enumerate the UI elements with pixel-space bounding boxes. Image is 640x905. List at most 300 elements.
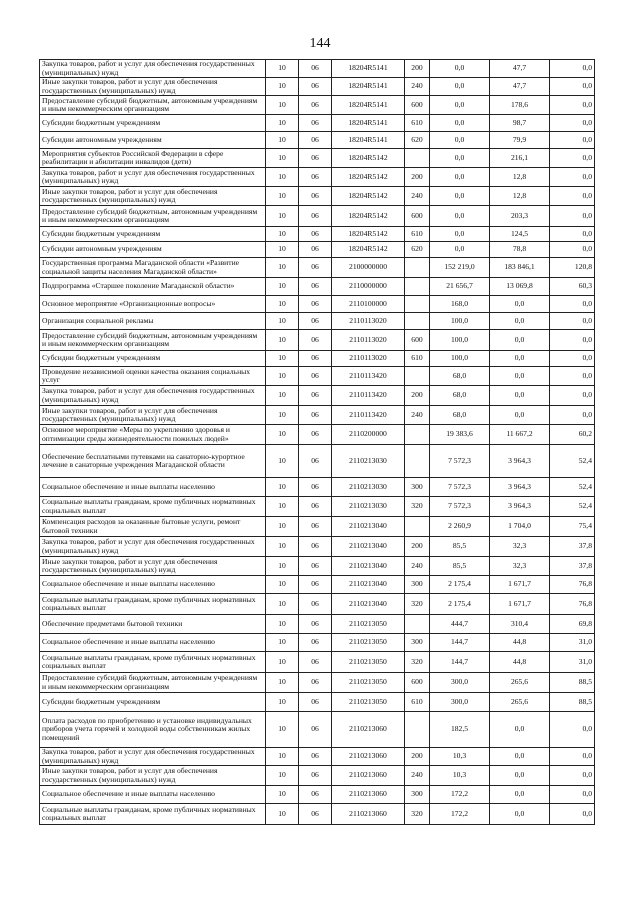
row-plan: 2 175,4 xyxy=(430,576,490,594)
row-plan: 7 572,3 xyxy=(430,478,490,497)
row-expense-type: 200 xyxy=(405,748,430,766)
row-name: Субсидии бюджетным учреждениям xyxy=(40,227,266,242)
row-executed: 216,1 xyxy=(490,149,550,168)
row-subsection: 06 xyxy=(299,786,332,804)
row-expense-type: 320 xyxy=(405,497,430,517)
row-subsection: 06 xyxy=(299,242,332,258)
row-subsection: 06 xyxy=(299,406,332,425)
row-expense-type: 600 xyxy=(405,330,430,351)
table-row xyxy=(40,258,595,278)
row-percent: 0,0 xyxy=(550,296,595,313)
row-subsection: 06 xyxy=(299,60,332,78)
row-target-article: 18204R5142 xyxy=(332,242,405,258)
row-plan: 7 572,3 xyxy=(430,445,490,478)
row-target-article: 2110113420 xyxy=(332,406,405,425)
row-section: 10 xyxy=(266,149,299,168)
row-percent: 37,8 xyxy=(550,557,595,576)
row-percent: 37,8 xyxy=(550,537,595,557)
row-expense-type: 610 xyxy=(405,115,430,132)
row-subsection: 06 xyxy=(299,652,332,673)
row-percent: 0,0 xyxy=(550,242,595,258)
row-target-article: 18204R5141 xyxy=(332,60,405,78)
row-target-article: 2110213060 xyxy=(332,748,405,766)
row-name: Организация социальной рекламы xyxy=(40,313,266,330)
row-percent: 120,8 xyxy=(550,258,595,278)
page-number: 144 xyxy=(309,36,331,51)
row-expense-type: 200 xyxy=(405,386,430,406)
table-row xyxy=(40,242,595,258)
table-row xyxy=(40,386,595,406)
row-percent: 0,0 xyxy=(550,748,595,766)
row-plan: 444,7 xyxy=(430,615,490,634)
row-executed: 0,0 xyxy=(490,406,550,425)
row-target-article: 2110100000 xyxy=(332,296,405,313)
row-plan: 85,5 xyxy=(430,557,490,576)
table-row xyxy=(40,425,595,445)
row-section: 10 xyxy=(266,351,299,367)
row-target-article: 2110213040 xyxy=(332,576,405,594)
row-percent: 0,0 xyxy=(550,786,595,804)
row-percent: 0,0 xyxy=(550,206,595,227)
row-executed: 124,5 xyxy=(490,227,550,242)
row-section: 10 xyxy=(266,386,299,406)
row-section: 10 xyxy=(266,330,299,351)
row-percent: 60,2 xyxy=(550,425,595,445)
row-name: Проведение независимой оценки качества оказания социальных услуг xyxy=(40,367,266,386)
row-target-article: 18204R5141 xyxy=(332,78,405,96)
row-subsection: 06 xyxy=(299,804,332,825)
row-percent: 31,0 xyxy=(550,634,595,652)
row-executed: 1 704,0 xyxy=(490,517,550,537)
row-section: 10 xyxy=(266,576,299,594)
row-expense-type: 620 xyxy=(405,132,430,149)
row-subsection: 06 xyxy=(299,634,332,652)
row-target-article: 18204R5142 xyxy=(332,206,405,227)
row-executed: 0,0 xyxy=(490,786,550,804)
row-percent: 0,0 xyxy=(550,386,595,406)
row-percent: 0,0 xyxy=(550,78,595,96)
row-executed: 98,7 xyxy=(490,115,550,132)
table-row xyxy=(40,60,595,78)
row-subsection: 06 xyxy=(299,330,332,351)
row-percent: 88,5 xyxy=(550,693,595,712)
row-section: 10 xyxy=(266,242,299,258)
table-row xyxy=(40,132,595,149)
row-name: Иные закупки товаров, работ и услуг для обеспечения государственных (муниципальных) нужд xyxy=(40,766,266,786)
row-plan: 10,3 xyxy=(430,748,490,766)
row-plan: 182,5 xyxy=(430,712,490,748)
row-percent: 0,0 xyxy=(550,804,595,825)
table-row xyxy=(40,748,595,766)
row-target-article: 2110213060 xyxy=(332,786,405,804)
row-target-article: 18204R5141 xyxy=(332,115,405,132)
row-plan: 172,2 xyxy=(430,786,490,804)
row-executed: 3 964,3 xyxy=(490,478,550,497)
table-row xyxy=(40,406,595,425)
row-name: Закупка товаров, работ и услуг для обеспечения государственных (муниципальных) нужд xyxy=(40,168,266,187)
row-name: Оплата расходов по приобретению и установке индивидуальных приборов учета горячей и холодной воды собственникам жилых помещений xyxy=(40,712,266,748)
row-target-article: 2110213050 xyxy=(332,634,405,652)
row-expense-type: 240 xyxy=(405,187,430,206)
row-percent: 31,0 xyxy=(550,652,595,673)
row-subsection: 06 xyxy=(299,748,332,766)
row-name: Компенсация расходов за оказанные бытовые услуги, ремонт бытовой техники xyxy=(40,517,266,537)
row-name: Субсидии автономным учреждениям xyxy=(40,242,266,258)
row-name: Социальное обеспечение и иные выплаты населению xyxy=(40,634,266,652)
row-expense-type: 240 xyxy=(405,766,430,786)
row-target-article: 18204R5142 xyxy=(332,149,405,168)
row-subsection: 06 xyxy=(299,425,332,445)
row-subsection: 06 xyxy=(299,258,332,278)
row-section: 10 xyxy=(266,497,299,517)
row-expense-type xyxy=(405,313,430,330)
row-target-article: 2110213050 xyxy=(332,652,405,673)
row-executed: 310,4 xyxy=(490,615,550,634)
row-executed: 178,6 xyxy=(490,96,550,115)
row-section: 10 xyxy=(266,132,299,149)
table-row xyxy=(40,557,595,576)
row-subsection: 06 xyxy=(299,594,332,615)
row-plan: 100,0 xyxy=(430,313,490,330)
row-section: 10 xyxy=(266,537,299,557)
row-name: Подпрограмма «Старшее поколение Магаданской области» xyxy=(40,278,266,296)
row-name: Иные закупки товаров, работ и услуг для обеспечения государственных (муниципальных) нужд xyxy=(40,78,266,96)
table-row xyxy=(40,537,595,557)
row-section: 10 xyxy=(266,96,299,115)
row-plan: 85,5 xyxy=(430,537,490,557)
row-percent: 52,4 xyxy=(550,497,595,517)
row-section: 10 xyxy=(266,425,299,445)
row-section: 10 xyxy=(266,594,299,615)
row-section: 10 xyxy=(266,712,299,748)
table-row xyxy=(40,517,595,537)
row-plan: 0,0 xyxy=(430,227,490,242)
table-row xyxy=(40,478,595,497)
budget-table xyxy=(39,59,595,825)
row-subsection: 06 xyxy=(299,557,332,576)
row-name: Социальные выплаты гражданам, кроме публичных нормативных социальных выплат xyxy=(40,497,266,517)
row-subsection: 06 xyxy=(299,386,332,406)
row-subsection: 06 xyxy=(299,278,332,296)
row-expense-type: 200 xyxy=(405,537,430,557)
row-percent: 52,4 xyxy=(550,445,595,478)
row-percent: 76,8 xyxy=(550,576,595,594)
row-subsection: 06 xyxy=(299,537,332,557)
row-executed: 0,0 xyxy=(490,804,550,825)
row-executed: 0,0 xyxy=(490,766,550,786)
row-expense-type: 240 xyxy=(405,78,430,96)
row-section: 10 xyxy=(266,766,299,786)
row-percent: 88,5 xyxy=(550,673,595,693)
row-target-article: 2110213040 xyxy=(332,537,405,557)
row-subsection: 06 xyxy=(299,296,332,313)
row-percent: 0,0 xyxy=(550,313,595,330)
row-executed: 203,3 xyxy=(490,206,550,227)
row-percent: 0,0 xyxy=(550,60,595,78)
row-percent: 0,0 xyxy=(550,96,595,115)
row-subsection: 06 xyxy=(299,149,332,168)
row-target-article: 2110213060 xyxy=(332,766,405,786)
row-executed: 183 846,1 xyxy=(490,258,550,278)
row-section: 10 xyxy=(266,278,299,296)
row-executed: 1 671,7 xyxy=(490,594,550,615)
row-name: Государственная программа Магаданской области «Развитие социальной защиты населения Магаданской области» xyxy=(40,258,266,278)
table-row xyxy=(40,615,595,634)
table-row xyxy=(40,786,595,804)
table-row xyxy=(40,766,595,786)
row-percent: 0,0 xyxy=(550,115,595,132)
row-plan: 0,0 xyxy=(430,187,490,206)
row-name: Субсидии бюджетным учреждениям xyxy=(40,351,266,367)
row-expense-type: 320 xyxy=(405,804,430,825)
row-name: Социальное обеспечение и иные выплаты населению xyxy=(40,576,266,594)
row-plan: 21 656,7 xyxy=(430,278,490,296)
row-subsection: 06 xyxy=(299,712,332,748)
table-row xyxy=(40,634,595,652)
row-plan: 300,0 xyxy=(430,673,490,693)
row-plan: 100,0 xyxy=(430,351,490,367)
row-expense-type xyxy=(405,278,430,296)
row-expense-type: 610 xyxy=(405,351,430,367)
row-expense-type: 610 xyxy=(405,227,430,242)
row-name: Предоставление субсидий бюджетным, автономным учреждениям и иным некоммерческим организациям xyxy=(40,96,266,115)
row-expense-type: 200 xyxy=(405,60,430,78)
row-percent: 0,0 xyxy=(550,227,595,242)
row-target-article: 18204R5142 xyxy=(332,168,405,187)
table-row xyxy=(40,187,595,206)
row-expense-type xyxy=(405,615,430,634)
row-section: 10 xyxy=(266,652,299,673)
row-target-article: 2110213030 xyxy=(332,497,405,517)
row-subsection: 06 xyxy=(299,615,332,634)
row-plan: 10,3 xyxy=(430,766,490,786)
row-expense-type: 320 xyxy=(405,652,430,673)
row-subsection: 06 xyxy=(299,693,332,712)
row-name: Социальное обеспечение и иные выплаты населению xyxy=(40,786,266,804)
row-name: Закупка товаров, работ и услуг для обеспечения государственных (муниципальных) нужд xyxy=(40,537,266,557)
row-section: 10 xyxy=(266,78,299,96)
row-expense-type: 600 xyxy=(405,673,430,693)
row-section: 10 xyxy=(266,187,299,206)
table-row xyxy=(40,594,595,615)
row-subsection: 06 xyxy=(299,445,332,478)
row-plan: 2 175,4 xyxy=(430,594,490,615)
row-name: Социальные выплаты гражданам, кроме публичных нормативных социальных выплат xyxy=(40,594,266,615)
row-executed: 11 667,2 xyxy=(490,425,550,445)
table-row xyxy=(40,712,595,748)
row-executed: 0,0 xyxy=(490,296,550,313)
row-target-article: 18204R5141 xyxy=(332,132,405,149)
row-executed: 265,6 xyxy=(490,673,550,693)
row-name: Обеспечение предметами бытовой техники xyxy=(40,615,266,634)
table-row xyxy=(40,149,595,168)
row-section: 10 xyxy=(266,693,299,712)
row-subsection: 06 xyxy=(299,168,332,187)
row-expense-type xyxy=(405,445,430,478)
row-name: Закупка товаров, работ и услуг для обеспечения государственных (муниципальных) нужд xyxy=(40,748,266,766)
table-row xyxy=(40,652,595,673)
row-executed: 12,8 xyxy=(490,168,550,187)
table-row xyxy=(40,673,595,693)
row-section: 10 xyxy=(266,227,299,242)
row-section: 10 xyxy=(266,258,299,278)
row-expense-type: 240 xyxy=(405,406,430,425)
row-expense-type xyxy=(405,296,430,313)
row-subsection: 06 xyxy=(299,96,332,115)
row-percent: 0,0 xyxy=(550,406,595,425)
row-plan: 0,0 xyxy=(430,96,490,115)
row-percent: 0,0 xyxy=(550,367,595,386)
row-executed: 0,0 xyxy=(490,351,550,367)
row-section: 10 xyxy=(266,367,299,386)
row-target-article: 2110213040 xyxy=(332,517,405,537)
row-name: Закупка товаров, работ и услуг для обеспечения государственных (муниципальных) нужд xyxy=(40,386,266,406)
row-target-article: 2110213030 xyxy=(332,478,405,497)
row-subsection: 06 xyxy=(299,313,332,330)
row-plan: 0,0 xyxy=(430,206,490,227)
table-row xyxy=(40,497,595,517)
row-section: 10 xyxy=(266,786,299,804)
table-row xyxy=(40,78,595,96)
row-subsection: 06 xyxy=(299,517,332,537)
row-target-article: 2110200000 xyxy=(332,425,405,445)
row-executed: 0,0 xyxy=(490,748,550,766)
row-plan: 144,7 xyxy=(430,634,490,652)
row-name: Социальные выплаты гражданам, кроме публичных нормативных социальных выплат xyxy=(40,804,266,825)
row-plan: 19 383,6 xyxy=(430,425,490,445)
row-executed: 44,8 xyxy=(490,634,550,652)
row-percent: 69,8 xyxy=(550,615,595,634)
row-expense-type: 600 xyxy=(405,206,430,227)
row-target-article: 2110213030 xyxy=(332,445,405,478)
row-subsection: 06 xyxy=(299,187,332,206)
row-name: Предоставление субсидий бюджетным, автономным учреждениям и иным некоммерческим организациям xyxy=(40,206,266,227)
row-subsection: 06 xyxy=(299,78,332,96)
table-row xyxy=(40,351,595,367)
row-name: Предоставление субсидий бюджетным, автономным учреждениям и иным некоммерческим организациям xyxy=(40,330,266,351)
row-expense-type: 200 xyxy=(405,168,430,187)
row-executed: 0,0 xyxy=(490,313,550,330)
row-plan: 168,0 xyxy=(430,296,490,313)
row-percent: 76,8 xyxy=(550,594,595,615)
row-section: 10 xyxy=(266,748,299,766)
row-plan: 0,0 xyxy=(430,149,490,168)
row-target-article: 18204R5142 xyxy=(332,227,405,242)
row-executed: 13 069,8 xyxy=(490,278,550,296)
row-section: 10 xyxy=(266,634,299,652)
row-expense-type: 300 xyxy=(405,634,430,652)
table-row xyxy=(40,168,595,187)
row-executed: 0,0 xyxy=(490,367,550,386)
row-executed: 3 964,3 xyxy=(490,497,550,517)
row-target-article: 2110213060 xyxy=(332,712,405,748)
row-plan: 172,2 xyxy=(430,804,490,825)
row-target-article: 2110000000 xyxy=(332,278,405,296)
row-target-article: 2110213050 xyxy=(332,673,405,693)
table-row xyxy=(40,296,595,313)
row-section: 10 xyxy=(266,615,299,634)
row-expense-type xyxy=(405,149,430,168)
row-name: Иные закупки товаров, работ и услуг для обеспечения государственных (муниципальных) нужд xyxy=(40,406,266,425)
row-target-article: 2100000000 xyxy=(332,258,405,278)
row-subsection: 06 xyxy=(299,206,332,227)
row-expense-type xyxy=(405,258,430,278)
row-percent: 0,0 xyxy=(550,330,595,351)
table-row xyxy=(40,206,595,227)
row-section: 10 xyxy=(266,673,299,693)
row-percent: 52,4 xyxy=(550,478,595,497)
row-subsection: 06 xyxy=(299,367,332,386)
row-plan: 68,0 xyxy=(430,367,490,386)
table-row xyxy=(40,445,595,478)
row-expense-type: 320 xyxy=(405,594,430,615)
table-row xyxy=(40,278,595,296)
row-name: Социальное обеспечение и иные выплаты населению xyxy=(40,478,266,497)
row-expense-type: 620 xyxy=(405,242,430,258)
row-plan: 68,0 xyxy=(430,386,490,406)
row-section: 10 xyxy=(266,557,299,576)
row-plan: 144,7 xyxy=(430,652,490,673)
row-section: 10 xyxy=(266,445,299,478)
row-subsection: 06 xyxy=(299,227,332,242)
row-executed: 3 964,3 xyxy=(490,445,550,478)
row-subsection: 06 xyxy=(299,673,332,693)
table-row xyxy=(40,693,595,712)
row-section: 10 xyxy=(266,313,299,330)
row-percent: 0,0 xyxy=(550,168,595,187)
row-plan: 0,0 xyxy=(430,168,490,187)
row-plan: 300,0 xyxy=(430,693,490,712)
row-plan: 152 219,0 xyxy=(430,258,490,278)
row-executed: 0,0 xyxy=(490,386,550,406)
row-expense-type: 300 xyxy=(405,576,430,594)
row-expense-type xyxy=(405,367,430,386)
row-plan: 7 572,3 xyxy=(430,497,490,517)
row-executed: 12,8 xyxy=(490,187,550,206)
row-section: 10 xyxy=(266,478,299,497)
row-percent: 0,0 xyxy=(550,149,595,168)
row-percent: 0,0 xyxy=(550,132,595,149)
table-row xyxy=(40,804,595,825)
row-name: Иные закупки товаров, работ и услуг для обеспечения государственных (муниципальных) нужд xyxy=(40,187,266,206)
row-subsection: 06 xyxy=(299,115,332,132)
table-row xyxy=(40,227,595,242)
row-target-article: 2110113020 xyxy=(332,313,405,330)
row-percent: 0,0 xyxy=(550,712,595,748)
row-plan: 0,0 xyxy=(430,132,490,149)
row-executed: 32,3 xyxy=(490,557,550,576)
row-name: Мероприятия субъектов Российской Федерации в сфере реабилитации и абилитации инвалидов (дети) xyxy=(40,149,266,168)
row-expense-type: 300 xyxy=(405,478,430,497)
row-plan: 0,0 xyxy=(430,115,490,132)
row-percent: 0,0 xyxy=(550,766,595,786)
row-executed: 47,7 xyxy=(490,78,550,96)
row-percent: 0,0 xyxy=(550,187,595,206)
row-name: Субсидии автономным учреждениям xyxy=(40,132,266,149)
row-name: Основное мероприятие «Организационные вопросы» xyxy=(40,296,266,313)
row-target-article: 2110113020 xyxy=(332,330,405,351)
row-executed: 0,0 xyxy=(490,712,550,748)
row-section: 10 xyxy=(266,168,299,187)
row-name: Основное мероприятие «Меры по укреплению здоровья и оптимизации среды жизнедеятельности пожилых людей» xyxy=(40,425,266,445)
row-executed: 32,3 xyxy=(490,537,550,557)
row-name: Социальные выплаты гражданам, кроме публичных нормативных социальных выплат xyxy=(40,652,266,673)
row-executed: 79,9 xyxy=(490,132,550,149)
row-executed: 47,7 xyxy=(490,60,550,78)
row-expense-type: 240 xyxy=(405,557,430,576)
row-name: Иные закупки товаров, работ и услуг для обеспечения государственных (муниципальных) нужд xyxy=(40,557,266,576)
row-subsection: 06 xyxy=(299,766,332,786)
